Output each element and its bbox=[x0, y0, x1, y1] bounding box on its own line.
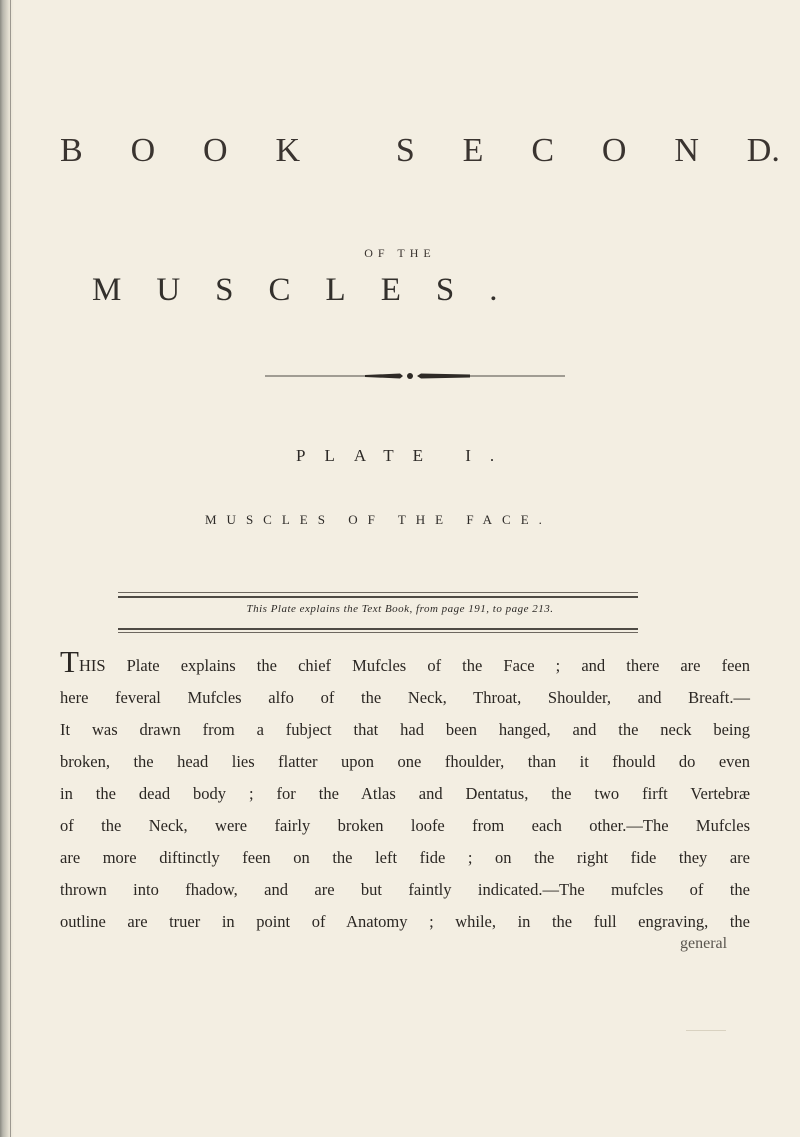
of-the-heading: OF THE bbox=[364, 246, 436, 260]
text-line bbox=[60, 644, 750, 682]
divider bbox=[118, 592, 638, 593]
text-line: in the dead body ; for the Atlas and Dentatus, the two firft Vertebræ bbox=[60, 784, 750, 803]
book-letter: K bbox=[275, 132, 301, 169]
book-letter: O bbox=[130, 132, 156, 169]
plate-explanation: This Plate explains the Text Book, from page 191, to page 213. bbox=[246, 603, 554, 615]
second-letter: O bbox=[601, 132, 627, 169]
plate-title: PLATE I. bbox=[296, 446, 514, 465]
text-line: thrown into fhadow, and are but faintly indicated.—The mufcles of the bbox=[60, 880, 750, 899]
page-edge bbox=[0, 0, 14, 1137]
text-line: It was drawn from a fubject that had been hanged, and the neck being bbox=[60, 720, 750, 739]
ornament-rule-icon bbox=[265, 372, 565, 380]
text-line-content: HIS Plate explains the chief Mufcles of the Face ; and there are feen bbox=[78, 656, 750, 675]
book-letter: O bbox=[203, 132, 228, 169]
text-line: broken, the head lies flatter upon one fhoulder, than it fhould do even bbox=[60, 752, 750, 771]
text-line: of the Neck, were fairly broken loofe from each other.—The Mufcles bbox=[60, 816, 750, 835]
text-line: here feveral Mufcles alfo of the Neck, Throat, Shoulder, and Breaft.— bbox=[60, 688, 750, 707]
catchword: general bbox=[680, 935, 728, 952]
second-letter: D. bbox=[746, 132, 780, 169]
text-line: outline are truer in point of Anatomy ; while, in the full engraving, the bbox=[60, 912, 750, 931]
paper-mark bbox=[686, 1030, 726, 1031]
book-letter: B bbox=[60, 132, 83, 169]
drop-cap: T bbox=[60, 644, 79, 679]
divider bbox=[118, 628, 638, 630]
second-letter: S bbox=[395, 132, 415, 169]
second-letter: N bbox=[674, 132, 699, 169]
plate-subtitle: MUSCLES OF THE FACE. bbox=[205, 512, 552, 527]
second-letter: E bbox=[462, 132, 484, 169]
muscles-heading: MUSCLES. bbox=[92, 272, 533, 308]
text-line: are more diftinctly feen on the left fide ; on the right fide they are bbox=[60, 848, 750, 867]
spine-line bbox=[10, 0, 11, 1137]
body-paragraph bbox=[60, 644, 750, 938]
divider bbox=[118, 596, 638, 598]
divider bbox=[118, 632, 638, 633]
second-letter: C bbox=[531, 132, 554, 169]
book-title bbox=[60, 132, 780, 170]
